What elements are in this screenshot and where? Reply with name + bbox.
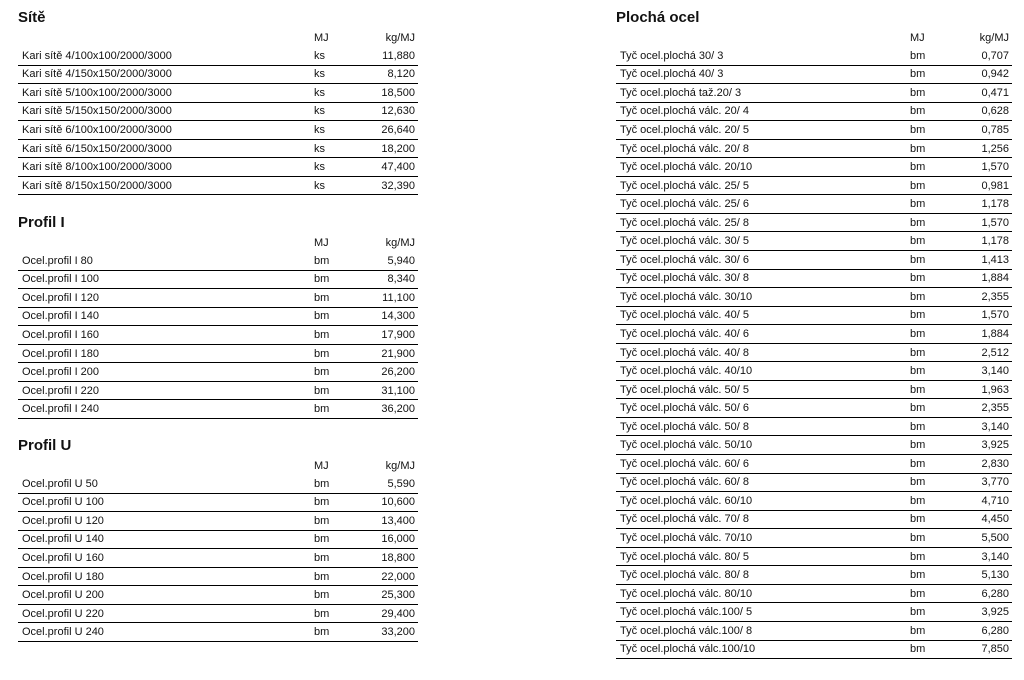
item-weight: 26,640 xyxy=(354,121,418,140)
table-row xyxy=(616,417,1012,436)
item-unit: ks xyxy=(314,65,354,84)
table-row xyxy=(616,325,1012,344)
item-weight: 5,500 xyxy=(950,529,1012,548)
item-name: Ocel.profil I 200 xyxy=(18,363,314,382)
table-row xyxy=(18,623,418,642)
item-unit: ks xyxy=(314,158,354,177)
item-name: Ocel.profil I 160 xyxy=(18,326,314,345)
column-header-unit: MJ xyxy=(314,460,329,472)
item-name: Kari sítě 5/150x150/2000/3000 xyxy=(18,102,314,121)
item-unit: bm xyxy=(910,195,950,214)
item-weight: 1,178 xyxy=(950,232,1012,251)
item-unit: bm xyxy=(314,363,354,382)
item-weight: 47,400 xyxy=(354,158,418,177)
item-name: Ocel.profil U 160 xyxy=(18,549,314,568)
item-unit: bm xyxy=(910,603,950,622)
item-name: Kari sítě 6/100x100/2000/3000 xyxy=(18,121,314,140)
item-weight: 11,100 xyxy=(354,289,418,308)
item-weight: 3,925 xyxy=(950,603,1012,622)
item-unit: bm xyxy=(314,530,354,549)
table-row xyxy=(18,400,418,419)
item-unit: bm xyxy=(910,455,950,474)
section-title-site: Sítě xyxy=(18,9,46,26)
table-row xyxy=(616,436,1012,455)
item-unit: bm xyxy=(910,158,950,177)
item-weight: 13,400 xyxy=(354,512,418,531)
item-unit: bm xyxy=(910,47,950,65)
item-weight: 1,963 xyxy=(950,380,1012,399)
column-header-weight: kg/MJ xyxy=(385,460,415,472)
item-name: Tyč ocel.plochá válc. 25/ 8 xyxy=(616,213,910,232)
item-name: Tyč ocel.plochá válc. 20/ 4 xyxy=(616,102,910,121)
item-name: Tyč ocel.plochá válc. 40/ 6 xyxy=(616,325,910,344)
item-name: Ocel.profil U 220 xyxy=(18,604,314,623)
item-name: Tyč ocel.plochá válc. 40/ 5 xyxy=(616,306,910,325)
item-unit: bm xyxy=(910,584,950,603)
item-weight: 18,200 xyxy=(354,139,418,158)
item-unit: bm xyxy=(314,270,354,289)
section-title-plocha-ocel: Plochá ocel xyxy=(616,9,700,26)
item-weight: 22,000 xyxy=(354,567,418,586)
item-weight: 1,256 xyxy=(950,139,1012,158)
item-weight: 1,178 xyxy=(950,195,1012,214)
table-header-profil-i xyxy=(18,236,418,250)
item-unit: bm xyxy=(910,492,950,511)
item-name: Ocel.profil U 200 xyxy=(18,586,314,605)
item-name: Ocel.profil I 100 xyxy=(18,270,314,289)
table-row xyxy=(616,566,1012,585)
item-unit: bm xyxy=(910,306,950,325)
table-row xyxy=(616,529,1012,548)
item-name: Tyč ocel.plochá válc. 30/ 8 xyxy=(616,269,910,288)
item-unit: bm xyxy=(910,621,950,640)
item-unit: bm xyxy=(910,510,950,529)
section-title-profil-i: Profil I xyxy=(18,214,65,231)
item-unit: bm xyxy=(910,251,950,270)
item-weight: 4,710 xyxy=(950,492,1012,511)
item-name: Tyč ocel.plochá válc. 60/ 6 xyxy=(616,455,910,474)
item-name: Tyč ocel.plochá válc. 30/10 xyxy=(616,288,910,307)
table-row xyxy=(616,492,1012,511)
item-unit: bm xyxy=(910,65,950,84)
table-row xyxy=(616,195,1012,214)
column-header-weight: kg/MJ xyxy=(979,32,1009,44)
table-row xyxy=(616,584,1012,603)
item-unit: bm xyxy=(910,102,950,121)
item-unit: bm xyxy=(910,436,950,455)
table-row xyxy=(18,549,418,568)
column-header-weight: kg/MJ xyxy=(385,237,415,249)
item-unit: ks xyxy=(314,121,354,140)
table-row xyxy=(18,344,418,363)
item-unit: bm xyxy=(910,84,950,103)
item-unit: bm xyxy=(910,176,950,195)
table-row xyxy=(616,102,1012,121)
table-row xyxy=(18,65,418,84)
item-name: Ocel.profil I 180 xyxy=(18,344,314,363)
table-row xyxy=(18,493,418,512)
item-name: Tyč ocel.plochá válc. 20/10 xyxy=(616,158,910,177)
item-unit: bm xyxy=(314,567,354,586)
table-row xyxy=(18,139,418,158)
item-name: Ocel.profil U 120 xyxy=(18,512,314,531)
item-unit: bm xyxy=(910,417,950,436)
item-unit: bm xyxy=(910,399,950,418)
item-unit: bm xyxy=(314,549,354,568)
table-row xyxy=(616,399,1012,418)
item-weight: 1,570 xyxy=(950,213,1012,232)
item-weight: 3,140 xyxy=(950,547,1012,566)
item-weight: 1,413 xyxy=(950,251,1012,270)
item-name: Tyč ocel.plochá válc. 60/10 xyxy=(616,492,910,511)
table-row xyxy=(616,269,1012,288)
item-weight: 29,400 xyxy=(354,604,418,623)
item-weight: 8,120 xyxy=(354,65,418,84)
table-row xyxy=(18,363,418,382)
table-profil-u xyxy=(18,475,418,642)
table-row xyxy=(616,640,1012,659)
item-name: Tyč ocel.plochá válc. 25/ 6 xyxy=(616,195,910,214)
table-header-plocha-ocel xyxy=(616,31,1012,45)
item-name: Kari sítě 4/100x100/2000/3000 xyxy=(18,47,314,65)
item-weight: 1,570 xyxy=(950,306,1012,325)
item-name: Ocel.profil U 50 xyxy=(18,475,314,493)
table-row xyxy=(18,381,418,400)
table-row xyxy=(18,158,418,177)
item-name: Tyč ocel.plochá válc.100/ 5 xyxy=(616,603,910,622)
item-unit: bm xyxy=(314,400,354,419)
item-name: Tyč ocel.plochá válc. 25/ 5 xyxy=(616,176,910,195)
table-row xyxy=(18,512,418,531)
item-unit: ks xyxy=(314,139,354,158)
item-unit: ks xyxy=(314,47,354,65)
item-unit: bm xyxy=(910,343,950,362)
item-unit: bm xyxy=(314,586,354,605)
table-plocha-ocel xyxy=(616,47,1012,659)
item-name: Kari sítě 8/100x100/2000/3000 xyxy=(18,158,314,177)
table-row xyxy=(18,530,418,549)
table-row xyxy=(616,213,1012,232)
item-unit: bm xyxy=(910,213,950,232)
item-unit: ks xyxy=(314,84,354,103)
table-row xyxy=(18,326,418,345)
item-weight: 2,512 xyxy=(950,343,1012,362)
table-row xyxy=(616,47,1012,65)
item-weight: 25,300 xyxy=(354,586,418,605)
item-unit: bm xyxy=(314,475,354,493)
item-name: Ocel.profil U 140 xyxy=(18,530,314,549)
item-unit: bm xyxy=(314,604,354,623)
item-unit: bm xyxy=(910,139,950,158)
table-row xyxy=(18,176,418,195)
item-weight: 6,280 xyxy=(950,584,1012,603)
item-name: Tyč ocel.plochá válc. 40/ 8 xyxy=(616,343,910,362)
item-weight: 0,981 xyxy=(950,176,1012,195)
item-weight: 17,900 xyxy=(354,326,418,345)
item-unit: bm xyxy=(910,566,950,585)
item-weight: 26,200 xyxy=(354,363,418,382)
item-weight: 2,830 xyxy=(950,455,1012,474)
item-name: Tyč ocel.plochá válc. 50/ 6 xyxy=(616,399,910,418)
table-row xyxy=(616,603,1012,622)
item-weight: 3,140 xyxy=(950,362,1012,381)
item-name: Tyč ocel.plochá válc. 80/10 xyxy=(616,584,910,603)
item-name: Ocel.profil U 100 xyxy=(18,493,314,512)
table-row xyxy=(616,455,1012,474)
item-name: Tyč ocel.plochá válc. 50/ 5 xyxy=(616,380,910,399)
table-row xyxy=(18,567,418,586)
section-title-profil-u: Profil U xyxy=(18,437,72,454)
item-unit: bm xyxy=(910,362,950,381)
item-name: Tyč ocel.plochá taž.20/ 3 xyxy=(616,84,910,103)
table-row xyxy=(616,65,1012,84)
table-row xyxy=(616,176,1012,195)
table-row xyxy=(616,158,1012,177)
item-unit: bm xyxy=(314,252,354,270)
item-name: Tyč ocel.plochá válc. 60/ 8 xyxy=(616,473,910,492)
item-unit: bm xyxy=(314,381,354,400)
item-unit: ks xyxy=(314,102,354,121)
item-weight: 0,707 xyxy=(950,47,1012,65)
item-weight: 2,355 xyxy=(950,399,1012,418)
item-unit: bm xyxy=(910,269,950,288)
item-name: Ocel.profil I 120 xyxy=(18,289,314,308)
item-name: Tyč ocel.plochá válc. 30/ 6 xyxy=(616,251,910,270)
item-weight: 5,590 xyxy=(354,475,418,493)
item-unit: ks xyxy=(314,176,354,195)
item-name: Ocel.profil I 240 xyxy=(18,400,314,419)
item-weight: 1,570 xyxy=(950,158,1012,177)
item-name: Tyč ocel.plochá válc. 70/ 8 xyxy=(616,510,910,529)
item-name: Ocel.profil I 220 xyxy=(18,381,314,400)
column-header-unit: MJ xyxy=(910,32,925,44)
item-unit: bm xyxy=(314,512,354,531)
item-name: Kari sítě 5/100x100/2000/3000 xyxy=(18,84,314,103)
item-name: Tyč ocel.plochá válc. 20/ 5 xyxy=(616,121,910,140)
table-row xyxy=(616,510,1012,529)
item-unit: bm xyxy=(910,380,950,399)
item-name: Tyč ocel.plochá válc. 70/10 xyxy=(616,529,910,548)
table-row xyxy=(616,251,1012,270)
table-row xyxy=(18,252,418,270)
table-row xyxy=(616,343,1012,362)
table-row xyxy=(18,270,418,289)
table-row xyxy=(616,232,1012,251)
item-name: Tyč ocel.plochá válc. 50/ 8 xyxy=(616,417,910,436)
item-unit: bm xyxy=(910,288,950,307)
item-unit: bm xyxy=(910,529,950,548)
table-row xyxy=(18,102,418,121)
item-name: Tyč ocel.plochá 40/ 3 xyxy=(616,65,910,84)
item-weight: 14,300 xyxy=(354,307,418,326)
item-name: Kari sítě 4/150x150/2000/3000 xyxy=(18,65,314,84)
table-row xyxy=(18,121,418,140)
table-row xyxy=(616,473,1012,492)
table-row xyxy=(18,307,418,326)
item-name: Tyč ocel.plochá 30/ 3 xyxy=(616,47,910,65)
item-weight: 5,940 xyxy=(354,252,418,270)
table-profil-i xyxy=(18,252,418,419)
table-header-profil-u xyxy=(18,459,418,473)
item-name: Kari sítě 8/150x150/2000/3000 xyxy=(18,176,314,195)
item-unit: bm xyxy=(314,307,354,326)
item-name: Ocel.profil I 140 xyxy=(18,307,314,326)
table-header-site xyxy=(18,31,418,45)
table-row xyxy=(616,306,1012,325)
item-weight: 0,471 xyxy=(950,84,1012,103)
item-name: Tyč ocel.plochá válc. 20/ 8 xyxy=(616,139,910,158)
item-weight: 18,800 xyxy=(354,549,418,568)
table-row xyxy=(616,139,1012,158)
table-row xyxy=(616,547,1012,566)
item-weight: 0,628 xyxy=(950,102,1012,121)
item-unit: bm xyxy=(314,493,354,512)
item-unit: bm xyxy=(910,547,950,566)
column-header-unit: MJ xyxy=(314,32,329,44)
item-name: Kari sítě 6/150x150/2000/3000 xyxy=(18,139,314,158)
item-name: Ocel.profil I 80 xyxy=(18,252,314,270)
table-row xyxy=(616,84,1012,103)
item-name: Tyč ocel.plochá válc. 30/ 5 xyxy=(616,232,910,251)
item-name: Tyč ocel.plochá válc.100/ 8 xyxy=(616,621,910,640)
item-name: Tyč ocel.plochá válc. 80/ 5 xyxy=(616,547,910,566)
table-row xyxy=(18,47,418,65)
item-weight: 1,884 xyxy=(950,325,1012,344)
item-weight: 6,280 xyxy=(950,621,1012,640)
table-row xyxy=(18,84,418,103)
item-weight: 8,340 xyxy=(354,270,418,289)
item-unit: bm xyxy=(314,623,354,642)
table-row xyxy=(18,586,418,605)
item-name: Tyč ocel.plochá válc. 80/ 8 xyxy=(616,566,910,585)
item-unit: bm xyxy=(910,640,950,659)
table-row xyxy=(616,621,1012,640)
item-name: Ocel.profil U 180 xyxy=(18,567,314,586)
item-weight: 31,100 xyxy=(354,381,418,400)
item-weight: 2,355 xyxy=(950,288,1012,307)
item-weight: 5,130 xyxy=(950,566,1012,585)
table-row xyxy=(616,362,1012,381)
column-header-unit: MJ xyxy=(314,237,329,249)
item-weight: 1,884 xyxy=(950,269,1012,288)
item-name: Ocel.profil U 240 xyxy=(18,623,314,642)
item-weight: 4,450 xyxy=(950,510,1012,529)
item-weight: 10,600 xyxy=(354,493,418,512)
table-row xyxy=(18,604,418,623)
table-row xyxy=(18,289,418,308)
item-name: Tyč ocel.plochá válc. 40/10 xyxy=(616,362,910,381)
item-name: Tyč ocel.plochá válc. 50/10 xyxy=(616,436,910,455)
item-weight: 0,785 xyxy=(950,121,1012,140)
item-weight: 12,630 xyxy=(354,102,418,121)
item-weight: 3,925 xyxy=(950,436,1012,455)
item-name: Tyč ocel.plochá válc.100/10 xyxy=(616,640,910,659)
item-unit: bm xyxy=(910,325,950,344)
item-weight: 11,880 xyxy=(354,47,418,65)
item-weight: 3,770 xyxy=(950,473,1012,492)
table-site xyxy=(18,47,418,195)
item-weight: 36,200 xyxy=(354,400,418,419)
table-row xyxy=(616,288,1012,307)
table-row xyxy=(616,380,1012,399)
item-unit: bm xyxy=(314,289,354,308)
item-unit: bm xyxy=(910,473,950,492)
item-weight: 21,900 xyxy=(354,344,418,363)
table-row xyxy=(18,475,418,493)
item-unit: bm xyxy=(910,232,950,251)
item-unit: bm xyxy=(910,121,950,140)
item-weight: 33,200 xyxy=(354,623,418,642)
table-row xyxy=(616,121,1012,140)
item-weight: 7,850 xyxy=(950,640,1012,659)
item-weight: 0,942 xyxy=(950,65,1012,84)
item-weight: 18,500 xyxy=(354,84,418,103)
item-unit: bm xyxy=(314,344,354,363)
column-header-weight: kg/MJ xyxy=(385,32,415,44)
item-weight: 16,000 xyxy=(354,530,418,549)
item-weight: 3,140 xyxy=(950,417,1012,436)
item-weight: 32,390 xyxy=(354,176,418,195)
item-unit: bm xyxy=(314,326,354,345)
